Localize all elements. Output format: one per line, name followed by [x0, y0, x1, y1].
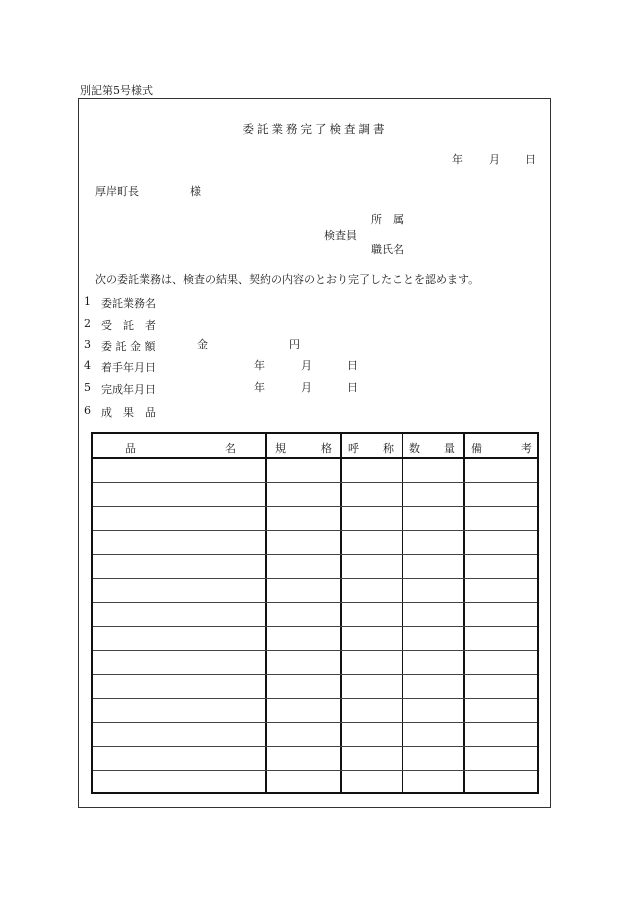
inspector-label: 検査員 [324, 229, 357, 242]
completion-month-label: 月 [301, 381, 312, 394]
table-column-divider [402, 434, 403, 792]
table-column-divider [265, 434, 267, 792]
header-spec-right: 格 [321, 442, 332, 455]
table-row-line [93, 770, 537, 771]
completion-day-label: 日 [347, 381, 358, 394]
item-label-contractor: 受 託 者 [101, 319, 156, 332]
certification-statement: 次の委託業務は、検査の結果、契約の内容のとおり完了したことを認めます。 [95, 273, 480, 286]
item-label-start-date: 着手年月日 [101, 361, 156, 374]
document-title: 委託業務完了検査調書 [242, 122, 388, 136]
table-row-line [93, 674, 537, 675]
addressee: 厚岸町長 [95, 185, 139, 198]
table-row-line [93, 722, 537, 723]
table-row-line [93, 530, 537, 531]
item-number: 2 [84, 317, 91, 330]
header-item-name-right: 名 [225, 442, 236, 455]
table-row-line [93, 650, 537, 651]
start-month-label: 月 [301, 359, 312, 372]
item-number: 6 [84, 404, 91, 417]
item-label-deliverables: 成 果 品 [101, 406, 156, 419]
completion-year-label: 年 [254, 381, 265, 394]
item-number: 3 [84, 338, 91, 351]
table-row-line [93, 506, 537, 507]
header-quantity-left: 数 [409, 442, 420, 455]
header-designation-right: 称 [383, 442, 394, 455]
header-quantity-right: 量 [444, 442, 455, 455]
form-number-label: 別記第5号様式 [80, 84, 153, 97]
header-designation-left: 呼 [348, 442, 359, 455]
date-year-label: 年 [452, 153, 463, 166]
table-header-divider [93, 457, 537, 459]
amount-prefix: 金 [197, 338, 208, 351]
item-label-amount: 委 託 金 額 [101, 340, 156, 353]
deliverables-table [91, 432, 539, 794]
item-number: 1 [84, 295, 91, 308]
table-column-divider [463, 434, 465, 792]
table-row-line [93, 602, 537, 603]
table-row-line [93, 746, 537, 747]
table-row-line [93, 698, 537, 699]
header-remarks-left: 備 [471, 442, 482, 455]
start-year-label: 年 [254, 359, 265, 372]
date-day-label: 日 [525, 153, 536, 166]
date-month-label: 月 [489, 153, 500, 166]
honorific: 様 [190, 185, 201, 198]
table-row-line [93, 482, 537, 483]
table-row-line [93, 578, 537, 579]
table-row-line [93, 554, 537, 555]
item-label-task-name: 委託業務名 [101, 297, 156, 310]
item-number: 5 [84, 381, 91, 394]
start-day-label: 日 [347, 359, 358, 372]
header-spec-left: 規 [275, 442, 286, 455]
table-column-divider [340, 434, 342, 792]
item-label-completion-date: 完成年月日 [101, 383, 156, 396]
title-name-label: 職氏名 [371, 243, 404, 256]
item-number: 4 [84, 359, 91, 372]
amount-suffix: 円 [289, 338, 300, 351]
header-item-name-left: 品 [125, 442, 136, 455]
header-remarks-right: 考 [521, 442, 532, 455]
affiliation-label: 所 属 [371, 213, 404, 226]
table-row-line [93, 626, 537, 627]
